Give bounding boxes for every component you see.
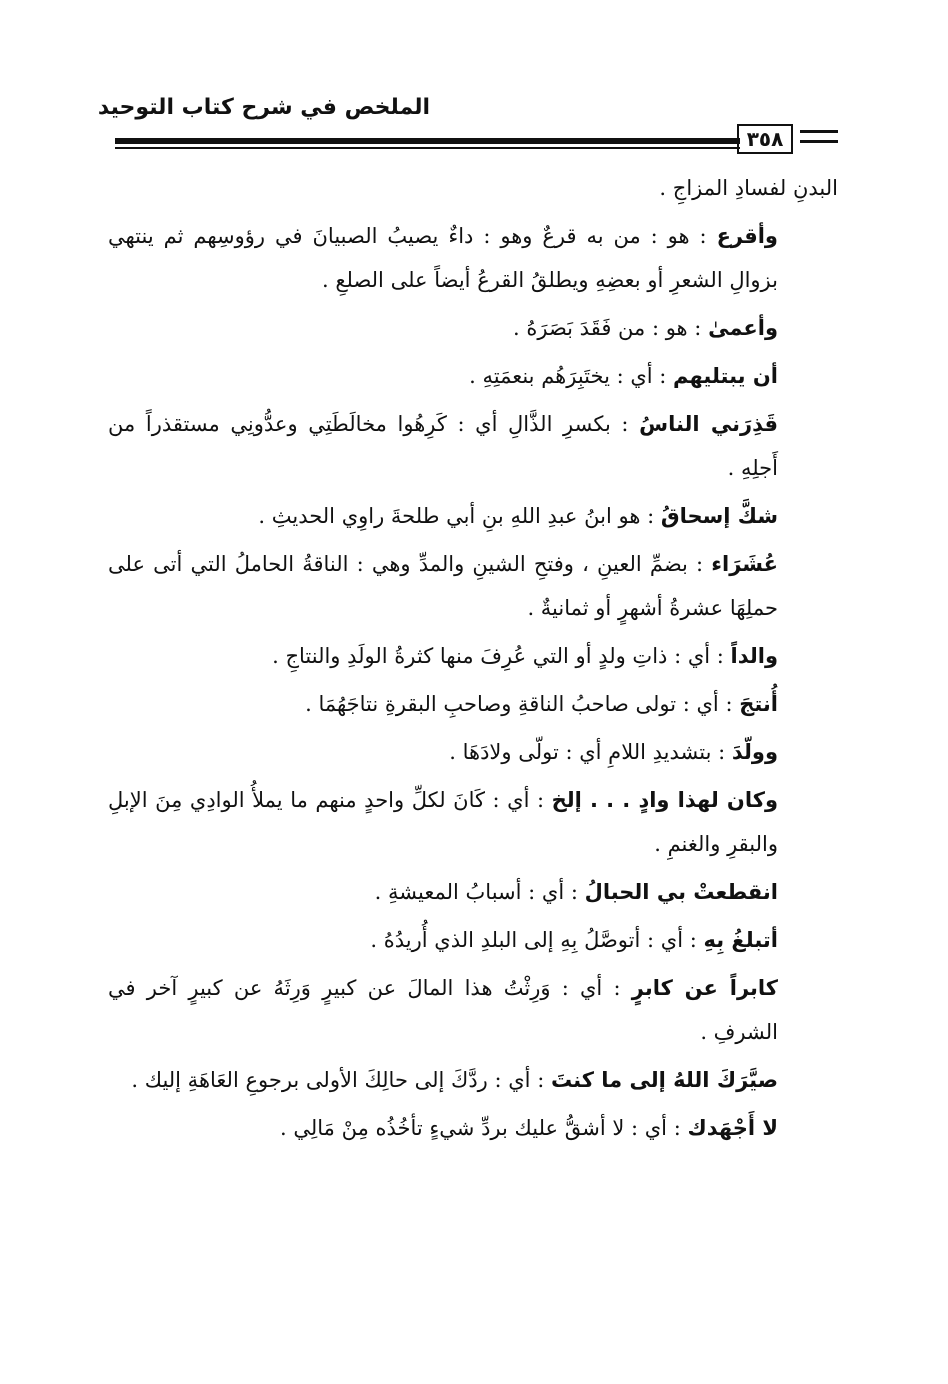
header-rule-thin [115, 147, 740, 149]
definition-text: : هو ابنُ عبدِ اللهِ بنِ أبي طلحةَ راوِي الحديثِ . [258, 504, 655, 528]
paragraph [108, 966, 838, 1054]
paragraph [108, 402, 838, 490]
definition-text: : بتشديدِ اللامِ أي : تولّى ولادَهَا . [449, 740, 726, 764]
definition-text: : بكسرِ الذَّالِ أي : كَرِهُوا مخالَطَتِي وعدُّونِي مستقذراً من أَجلِهِ . [108, 412, 778, 480]
term: أن يبتليهم [673, 364, 778, 388]
paragraph [108, 542, 838, 630]
term: قَذِرَني الناسُ [639, 412, 778, 436]
definition-text: : أي : أتوصَّلُ بِهِ إلى البلدِ الذي أُريدُهُ . [370, 928, 697, 952]
paragraph [108, 634, 838, 678]
paragraph [108, 1106, 838, 1150]
definition-text: : أي : ذاتِ ولدٍ أو التي عُرِفَ منها كثرةُ الولَدِ والنتاجِ . [272, 644, 724, 668]
term: وأعمىٰ [708, 316, 778, 340]
header-rule-thick [115, 138, 740, 144]
paragraph [108, 778, 838, 866]
definition-text: : أي : يختَبِرَهُم بنعمَتِهِ . [469, 364, 667, 388]
term: شكَّ إسحاقُ [660, 504, 778, 528]
term: أتبلغُ بِهِ [703, 928, 778, 952]
definition-text: : هو : من به قرعٌ وهو : داءٌ يصيبُ الصبيانَ في رؤوسِهم ثم ينتهي بزوالِ الشعرِ أو بعضِهِ ويطلقُ القرعُ أيضاً على الصلعِ . [108, 224, 778, 292]
definition-text: : أي : لا أشقُّ عليك بردِّ شيءٍ تأخُذُه مِنْ مَالِي . [280, 1116, 681, 1140]
page-number-bar-top [800, 130, 838, 133]
page-number: ٣٥٨ [737, 124, 793, 154]
paragraph [108, 682, 838, 726]
definition-text: : أي : وَرِثْتُ هذا المالَ عن كبيرٍ وَرِثَهُ عن كبيرٍ آخر في الشرفِ . [108, 976, 778, 1044]
paragraph [108, 214, 838, 302]
paragraph [108, 730, 838, 774]
definition-text: : أي : ردَّكَ إلى حالِكَ الأولى برجوعِ العَاهَةِ إليك . [131, 1068, 545, 1092]
term: أُنتجَ [739, 692, 778, 716]
paragraph [108, 870, 838, 914]
paragraph [108, 1058, 838, 1102]
definition-text: : أي : كَانَ لكلِّ واحدٍ منهم ما يملأُ الوادِي مِنَ الإبلِ والبقرِ والغنمِ . [108, 788, 778, 856]
definition-text: : هو : من فَقَدَ بَصَرَهُ . [513, 316, 702, 340]
paragraph [108, 918, 838, 962]
definition-text: : بضمِّ العينِ ، وفتحِ الشينِ والمدِّ وهي : الناقةُ الحاملُ التي أتى على حملِهَا عشرةُ أشهرٍ أو ثمانيةٌ . [108, 552, 778, 620]
page-number-bar-bottom [800, 140, 838, 143]
term: والداً [730, 644, 778, 668]
paragraph [108, 306, 838, 350]
page-header [97, 95, 838, 155]
term: عُشَرَاء [711, 552, 778, 576]
term: انقطعتْ بي الحبالُ [584, 880, 778, 904]
definition-text: : أي : أسبابُ المعيشةِ . [374, 880, 578, 904]
term: وكان لهذا وادٍ . . . إلخ [551, 788, 778, 812]
term: لا أَجْهَدك [687, 1116, 778, 1140]
body-text [108, 166, 838, 1154]
running-title: الملخص في شرح كتاب التوحيد [97, 95, 430, 120]
term: وولّدَ [731, 740, 778, 764]
definition-text: : أي : تولى صاحبُ الناقةِ وصاحبِ البقرةِ نتاجَهُمَا . [305, 692, 733, 716]
term: وأقرع [716, 224, 778, 248]
paragraph [108, 494, 838, 538]
term: صيَّرَكَ اللهُ إلى ما كنتَ [550, 1068, 778, 1092]
term: كابراً عن كابرٍ [631, 976, 778, 1000]
definition-text: البدنِ لفسادِ المزاجِ . [659, 176, 838, 200]
paragraph [108, 166, 838, 210]
paragraph [108, 354, 838, 398]
